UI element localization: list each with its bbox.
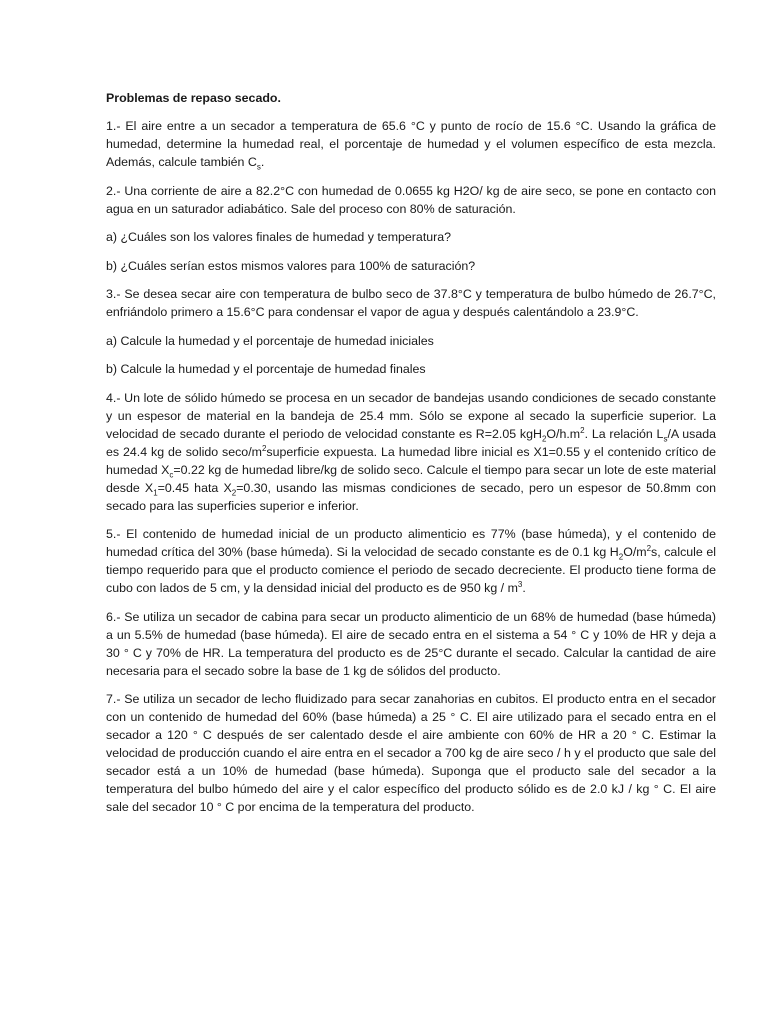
problem-4-part: /A usada es 24.4 kg de solido seco/m [106, 426, 716, 459]
problem-4-part: =0.30, usando las mismas condiciones de secado, pero un espesor de 50.8mm con secado para las superficies superior e inferior. [106, 480, 716, 513]
problem-5-part: . [522, 581, 526, 595]
problem-2a: a) ¿Cuáles son los valores finales de humedad y temperatura? [106, 230, 452, 244]
problem-4-part: =0.22 kg de humedad libre/kg de solido seco. Calcule el tiempo para secar un lote de este material desde X [106, 462, 716, 495]
problem-4-part: superficie expuesta. La humedad libre inicial es X1=0.55 y el contenido crítico de humedad X [106, 444, 716, 477]
problem-3a: a) Calcule la humedad y el porcentaje de humedad iniciales [106, 333, 434, 348]
subscript: 1 [153, 487, 158, 497]
problem-6: 6.- Se utiliza un secador de cabina para secar un producto alimenticio de un 68% de humedad (base húmeda) a un 5.5% de humedad (base húmeda). El aire de secado entra en el sistema a 54 ° C y 10% de HR y deja a 30 ° C y 70% de HR. La temperatura del producto es de 25°C durante el secado. Calcular la cantidad de aire necesaria para el secado sobre la base de 1 kg de sólidos del producto. [106, 609, 716, 678]
superscript: 3 [517, 579, 523, 589]
problem-1-text: 1.- El aire entre a un secador a temperatura de 65.6 °C y punto de rocío de 15.6 °C. Usando la gráfica de humedad, determine la humedad real, el porcentaje de humedad y el volumen específico de esta mezcla. Además, calcule también C [106, 119, 716, 169]
problem-3b: b) Calcule la humedad y el porcentaje de humedad finales [106, 362, 426, 376]
subscript: s [256, 162, 261, 172]
problem-2: 2.- Una corriente de aire a 82.2°C con humedad de 0.0655 kg H2O/ kg de aire seco, se pone en contacto con agua en un saturador adiabático. Sale del proceso con 80% de saturación. [106, 183, 716, 216]
problem-4-part: 4.- Un lote de sólido húmedo se procesa en un secador de bandejas usando condiciones de secado constante y un espesor de material en la bandeja de 25.4 mm. Sólo se expone al secado la superficie superior. La velocidad de secado durante el periodo de velocidad constante es R=2.05 kgH [106, 390, 716, 441]
superscript: 2 [580, 425, 585, 435]
subscript: 2 [618, 552, 624, 562]
problem-4 [106, 389, 716, 515]
superscript: 2 [646, 543, 652, 553]
superscript: 2 [261, 443, 267, 453]
problem-4-part: O/h.m [546, 426, 581, 441]
problem-4-part: =0.45 hata X [157, 480, 232, 495]
problem-7: 7.- Se utiliza un secador de lecho fluidizado para secar zanahorias en cubitos. El producto entra en el secador con un contenido de humedad del 60% (base húmeda) a 25 ° C. El aire utilizado para el secado entra en el secador a 120 ° C después de ser calentado desde el aire ambiente con 60% de HR a 20 ° C. Estimar la velocidad de producción cuando el aire entra en el secador a 700 kg de aire seco / h y el producto que sale del secador está a un 10% de humedad (base húmeda). Suponga que el producto sale del secador a la temperatura del bulbo húmedo del aire y el calor específico del producto sólido es de 2.0 kJ / kg ° C. El aire sale del secador 10 ° C por encima de la temperatura del producto. [106, 692, 716, 814]
problem-1-end: . [260, 155, 265, 169]
subscript: s [663, 433, 668, 443]
subscript: 2 [231, 487, 237, 497]
subscript: c [169, 469, 174, 479]
problem-2b: b) ¿Cuáles serían estos mismos valores para 100% de saturación? [106, 258, 476, 273]
document-title: Problemas de repaso secado. [106, 91, 281, 105]
problem-1 [106, 117, 716, 171]
problem-3: 3.- Se desea secar aire con temperatura de bulbo seco de 37.8°C y temperatura de bulbo húmedo de 26.7°C, enfriándolo primero a 15.6°C para condensar el vapor de agua y después calentándolo a 23.9°C. [106, 287, 716, 319]
problem-5-part: s, calcule el tiempo requerido para que el producto comience el periodo de secado decreciente. El producto tiene forma de cubo con lados de 5 cm, y la densidad inicial del producto es de 950 kg / m [106, 545, 716, 595]
problem-5-part: 5.- El contenido de humedad inicial de un producto alimenticio es 77% (base húmeda), y el contenido de humedad crítica del 30% (base húmeda). Si la velocidad de secado constante es de 0.1 kg H [106, 527, 716, 559]
problem-5-part: O/m [623, 545, 647, 559]
subscript: 2 [541, 433, 547, 443]
problem-5 [106, 525, 716, 597]
problem-4-part: . La relación L [584, 426, 664, 441]
